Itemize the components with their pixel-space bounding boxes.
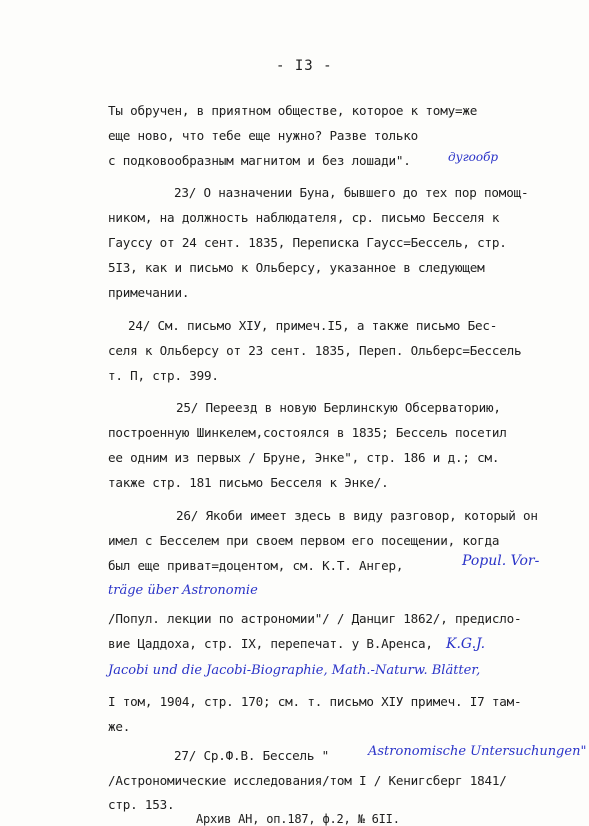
text-line: /Астрономические исследования/том I / Кенигсберг 1841/ bbox=[108, 773, 507, 788]
text-line: с подковообразным магнитом и без лошади". bbox=[108, 153, 411, 168]
handwritten-note: Jacobi und die Jacobi-Biographie, Math.-Naturw. Blätter, bbox=[108, 663, 481, 678]
archive-reference: Архив АН, оп.187, ф.2, № 6II. bbox=[196, 812, 400, 826]
text-line: же. bbox=[108, 719, 131, 734]
text-line: Ты обручен, в приятном обществе, которое к тому=же bbox=[108, 103, 478, 118]
page-number: - I3 - bbox=[276, 58, 333, 74]
text-line: ее одним из первых / Бруне, Энке", стр. 186 и д.; см. bbox=[108, 450, 500, 465]
text-line: построенную Шинкелем,состоялся в 1835; Бессель посетил bbox=[108, 425, 507, 440]
text-line: был еще приват=доцентом, см. К.Т. Ангер, bbox=[108, 558, 404, 573]
text-line: стр. 153. bbox=[108, 797, 175, 812]
handwritten-note: träge über Astronomie bbox=[108, 583, 258, 598]
text-line: примечании. bbox=[108, 285, 190, 300]
text-line: еще ново, что тебе еще нужно? Разве только bbox=[108, 128, 419, 143]
text-line: ником, на должность наблюдателя, ср. письмо Бесселя к bbox=[108, 210, 500, 225]
text-line: 25/ Переезд в новую Берлинскую Обсерваторию, bbox=[176, 400, 501, 415]
text-line: селя к Ольберсу от 23 сент. 1835, Переп. Ольберс=Бессель bbox=[108, 343, 522, 358]
text-line: имел с Бесселем при своем первом его посещении, когда bbox=[108, 533, 500, 548]
text-line: 23/ О назначении Буна, бывшего до тех пор помощ- bbox=[174, 185, 529, 200]
text-line: 27/ Ср.Ф.В. Бессель " bbox=[174, 748, 330, 763]
text-line: также стр. 181 письмо Бесселя к Энке/. bbox=[108, 475, 389, 490]
text-line: /Попул. лекции по астрономии"/ / Данциг 1862/, предисло- bbox=[108, 611, 522, 626]
handwritten-note: K.G.J. bbox=[446, 636, 486, 652]
text-line: вие Цаддоха, стр. IX, перепечат. у В.Аренса, bbox=[108, 636, 433, 651]
text-line: I том, 1904, стр. 170; см. т. письмо XIУ примеч. I7 там- bbox=[108, 694, 522, 709]
text-line: 26/ Якоби имеет здесь в виду разговор, который он bbox=[176, 508, 538, 523]
handwritten-note: Popul. Vor- bbox=[462, 553, 540, 569]
handwritten-note: Astronomische Untersuchungen" bbox=[368, 744, 587, 759]
text-line: Гауссу от 24 сент. 1835, Переписка Гаусс=Бессель, стр. bbox=[108, 235, 507, 250]
text-line: 5I3, как и письмо к Ольберсу, указанное в следующем bbox=[108, 260, 485, 275]
handwritten-note: дугообр bbox=[448, 150, 499, 164]
text-line: т. П, стр. 399. bbox=[108, 368, 219, 383]
text-line: 24/ См. письмо XIУ, примеч.I5, а также письмо Бес- bbox=[128, 318, 498, 333]
